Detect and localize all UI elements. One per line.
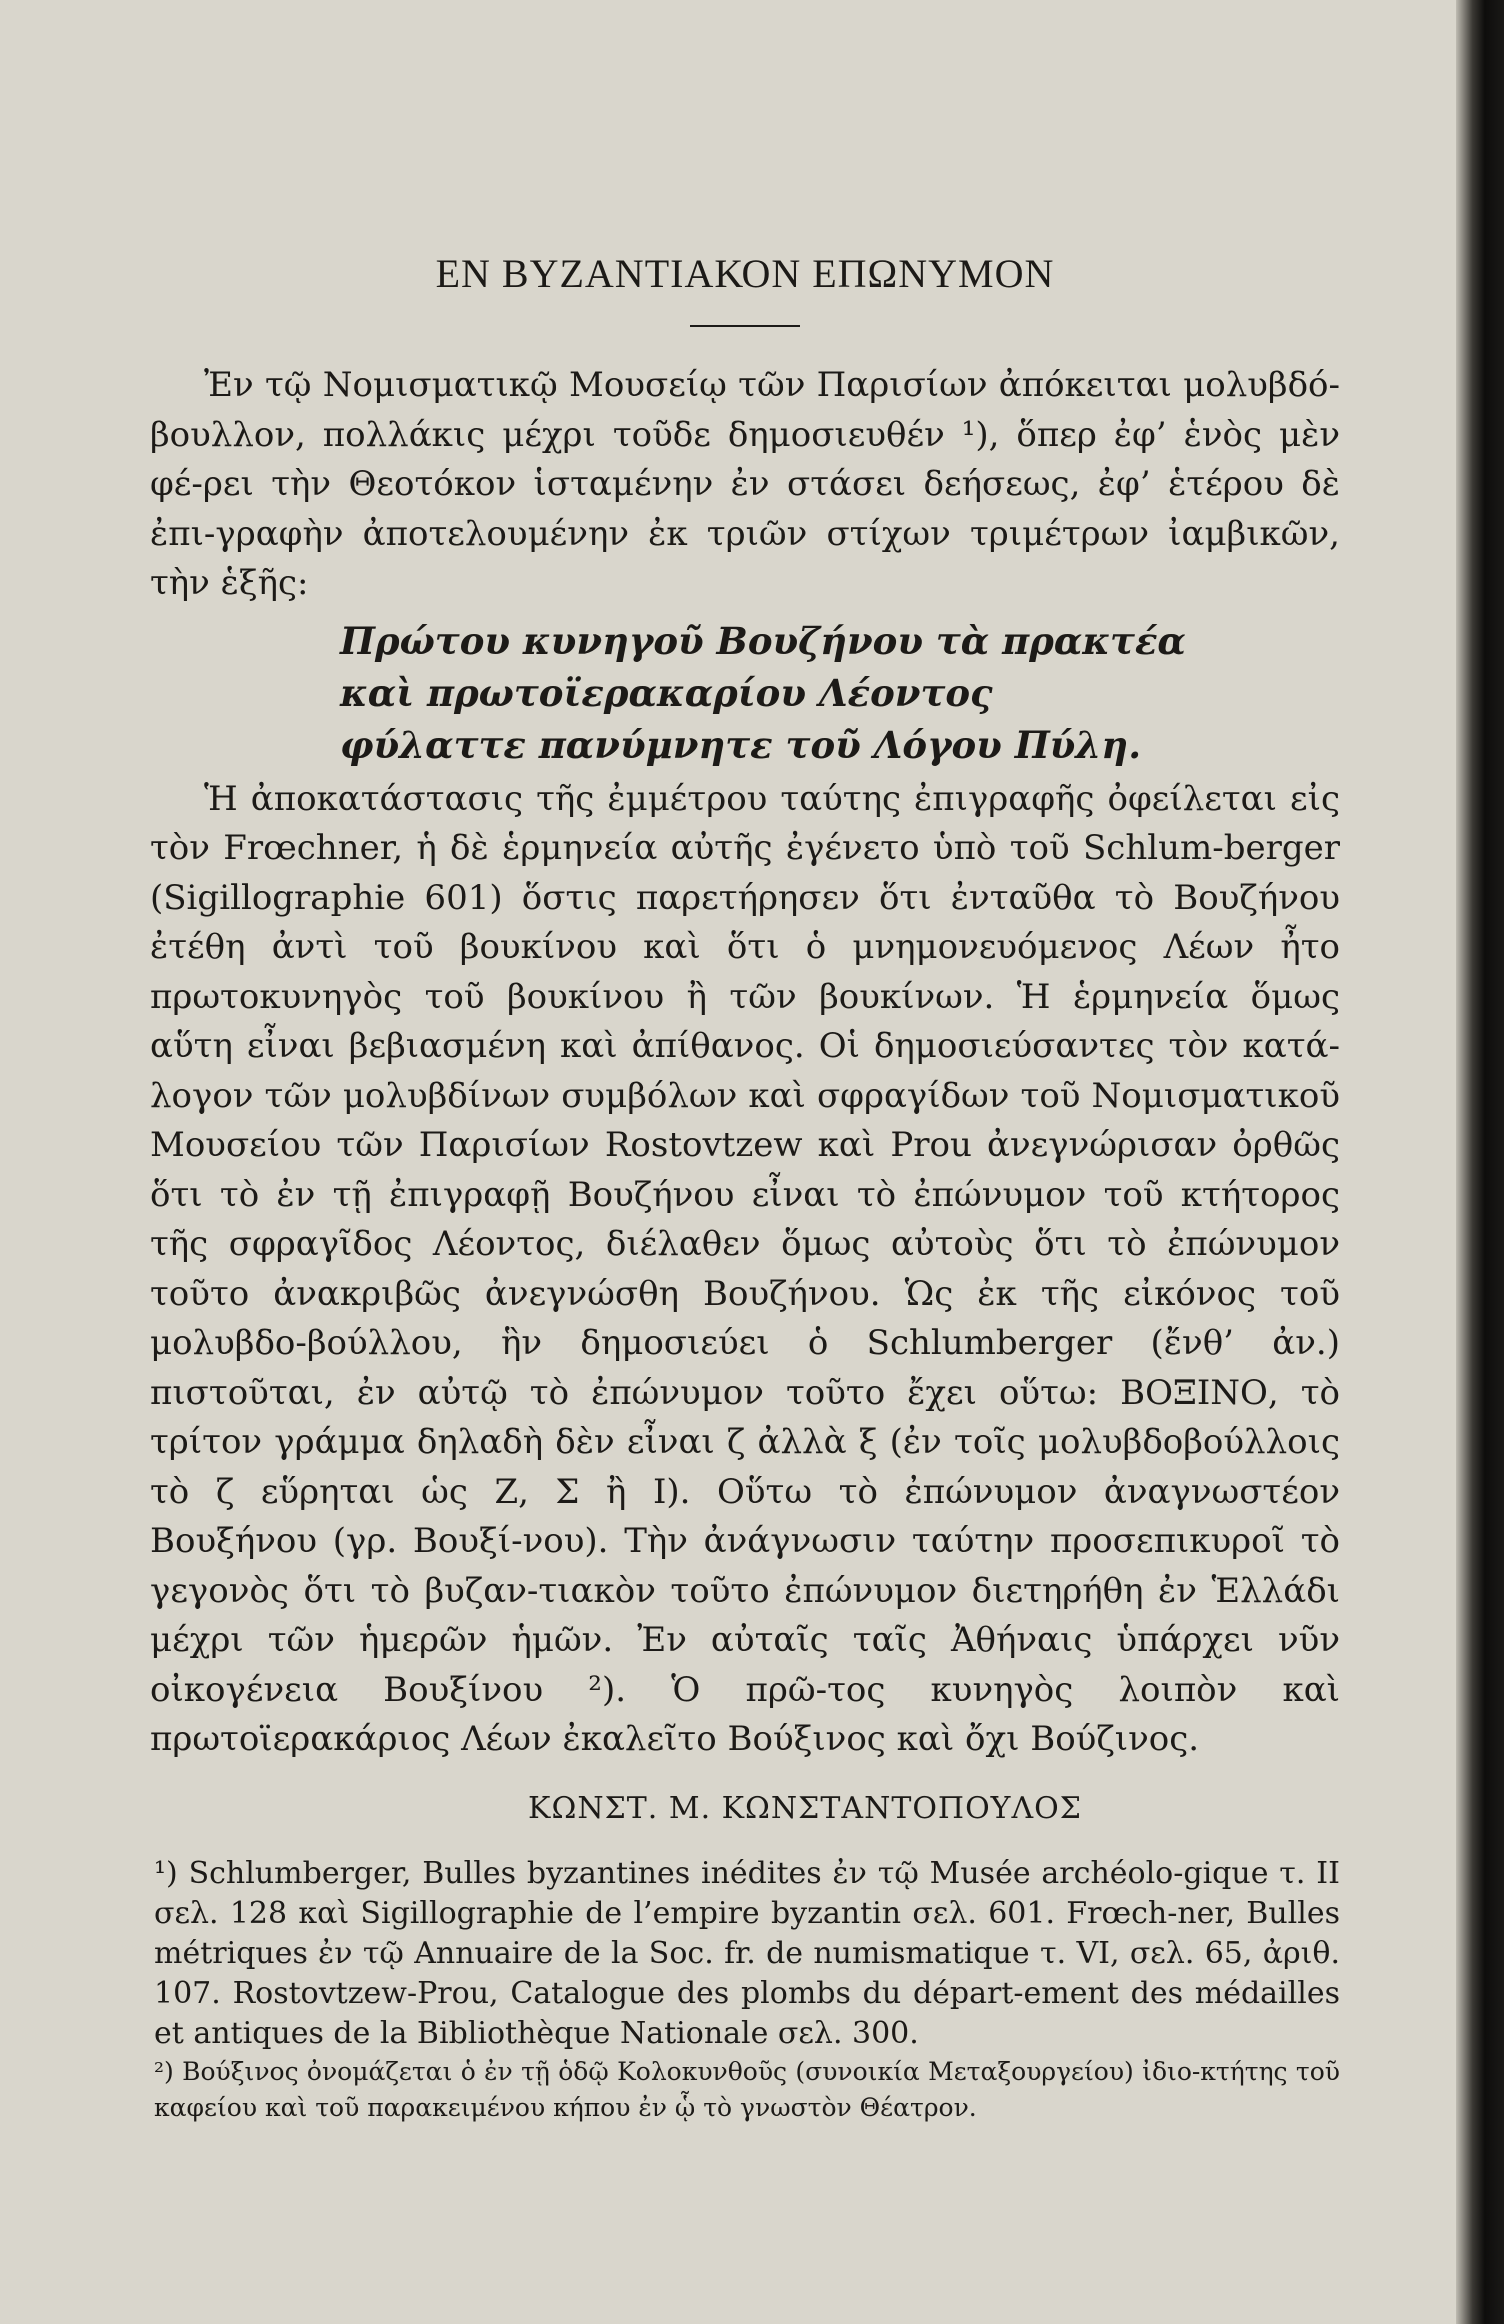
footnote-2: ²) Βούξινος ὀνομάζεται ὁ ἐν τῇ ὁδῷ Κολοκυνθοῦς (συνοικία Μεταξουργείου) ἰδιο-κτήτης τοῦ καφείου καὶ τοῦ παρακειμένου κήπου ἐν ᾧ τὸ γνωστὸν Θέατρον.: [154, 2056, 1340, 2122]
page-title: ΕΝ ΒΥΖΑΝΤΙΑΚΟΝ ΕΠΩΝΥΜΟΝ: [435, 251, 1055, 296]
verse-line-1: Πρώτου κυνηγοῦ Βουζήνου τὰ πρακτέα: [340, 618, 1186, 663]
footnote-1: ¹) Schlumberger, Bulles byzantines inédites ἐν τῷ Musée archéolo-gique τ. II σελ. 128 καὶ Sigillographie de l’empire byzantin σελ. 601. Frœch-ner, Bulles métriques ἐν τῷ Annuaire de la Soc. fr. de numismatique τ. VI, σελ. 65, ἀριθ. 107. Rostovtzew-Prou, Catalogue des plombs du départ-ement des médailles et antiques de la Bibliothèque Nationale σελ. 300.: [154, 1855, 1340, 2051]
title-divider: [690, 325, 800, 327]
author-signature: ΚΩΝΣΤ. Μ. ΚΩΝΣΤΑΝΤΟΠΟΥΛΟΣ: [528, 1790, 1082, 1826]
document-page: [150, 250, 1340, 2126]
book-spine-shadow: [1456, 0, 1504, 2324]
verse-line-2: καὶ πρωτοϊερακαρίου Λέοντος: [340, 670, 993, 715]
paragraph-intro: Ἐν τῷ Νομισματικῷ Μουσείῳ τῶν Παρισίων ἀπόκειται μολυβδό-βουλλον, πολλάκις μέχρι τοῦδε δημοσιευθέν ¹), ὅπερ ἐφ’ ἑνὸς μὲν φέ-ρει τὴν Θεοτόκον ἱσταμένην ἐν στάσει δεήσεως, ἐφ’ ἑτέρου δὲ ἐπι-γραφὴν ἀποτελουμένην ἐκ τριῶν στίχων τριμέτρων ἰαμβικῶν, τὴν ἑξῆς:: [150, 365, 1340, 603]
paragraph-main: Ἡ ἀποκατάστασις τῆς ἐμμέτρου ταύτης ἐπιγραφῆς ὀφείλεται εἰς τὸν Frœchner, ἡ δὲ ἑρμηνεία αὐτῆς ἐγένετο ὑπὸ τοῦ Schlum-berger (Sigillographie 601) ὅστις παρετήρησεν ὅτι ἐνταῦθα τὸ Βουζήνου ἐτέθη ἀντὶ τοῦ βουκίνου καὶ ὅτι ὁ μνημονευόμενος Λέων ἦτο πρωτοκυνηγὸς τοῦ βουκίνου ἢ τῶν βουκίνων. Ἡ ἑρμηνεία ὅμως αὕτη εἶναι βεβιασμένη καὶ ἀπίθανος. Οἱ δημοσιεύσαντες τὸν κατά-λογον τῶν μολυβδίνων συμβόλων καὶ σφραγίδων τοῦ Νομισματικοῦ Μουσείου τῶν Παρισίων Rostovtzew καὶ Prou ἀνεγνώρισαν ὀρθῶς ὅτι τὸ ἐν τῇ ἐπιγραφῇ Βουζήνου εἶναι τὸ ἐπώνυμον τοῦ κτήτορος τῆς σφραγῖδος Λέοντος, διέλαθεν ὅμως αὐτοὺς ὅτι τὸ ἐπώνυμον τοῦτο ἀνακριβῶς ἀνεγνώσθη Βουζήνου. Ὡς ἐκ τῆς εἰκόνος τοῦ μολυβδο-βούλλου, ἣν δημοσιεύει ὁ Schlumberger (ἔνθ’ ἀν.) πιστοῦται, ἐν αὐτῷ τὸ ἐπώνυμον τοῦτο ἔχει οὕτω: ΒΟΞΙΝΟ, τὸ τρίτον γράμμα δηλαδὴ δὲν εἶναι ζ ἀλλὰ ξ (ἐν τοῖς μολυβδοβούλλοις τὸ ζ εὕρηται ὡς Ζ, Σ ἢ Ι). Οὕτω τὸ ἐπώνυμον ἀναγνωστέον Βουξήνου (γρ. Βουξί-νου). Τὴν ἀνάγνωσιν ταύτην προσεπικυροῖ τὸ γεγονὸς ὅτι τὸ βυζαν-τιακὸν τοῦτο ἐπώνυμον διετηρήθη ἐν Ἑλλάδι μέχρι τῶν ἡμερῶν ἡμῶν. Ἐν αὐταῖς ταῖς Ἀθήναις ὑπάρχει νῦν οἰκογένεια Βουξίνου ²). Ὁ πρῶ-τος κυνηγὸς λοιπὸν καὶ πρωτοϊερακάριος Λέων ἐκαλεῖτο Βούξινος καὶ ὄχι Βούζινος.: [150, 778, 1340, 1759]
inscription-verse: [150, 615, 1340, 771]
verse-line-3: φύλαττε πανύμνητε τοῦ Λόγου Πύλη.: [340, 722, 1142, 767]
